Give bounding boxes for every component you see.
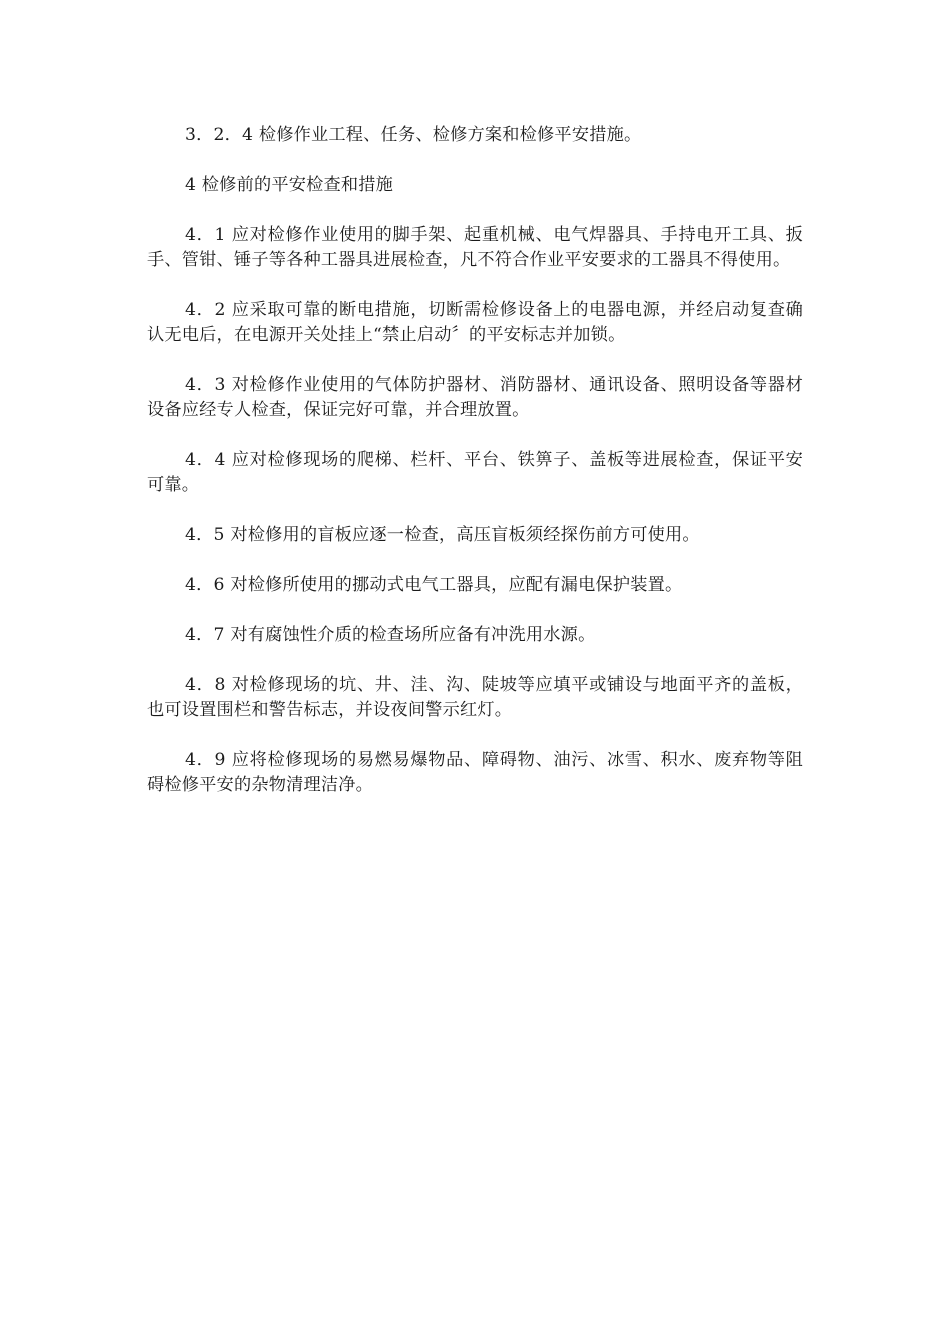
section-heading-4: 4 检修前的平安检查和措施: [185, 175, 394, 195]
paragraph-4-1: 4．1 应对检修作业使用的脚手架、起重机械、电气焊器具、手持电开工具、扳手、管钳、锤子等各种工器具进展检查，凡不符合作业平安要求的工器具不得使用。: [147, 225, 803, 270]
paragraph-4-9: 4．9 应将检修现场的易燃易爆物品、障碍物、油污、冰雪、积水、废弃物等阻碍检修平安的杂物清理洁净。: [147, 750, 803, 795]
paragraph-4-4: 4．4 应对检修现场的爬梯、栏杆、平台、铁箅子、盖板等进展检查，保证平安可靠。: [147, 450, 803, 495]
document-body: [147, 123, 803, 823]
paragraph-4-7: 4．7 对有腐蚀性介质的检查场所应备有冲洗用水源。: [185, 625, 596, 645]
paragraph-4-3: 4．3 对检修作业使用的气体防护器材、消防器材、通讯设备、照明设备等器材设备应经专人检查，保证完好可靠，并合理放置。: [147, 375, 803, 420]
paragraph-4-2: 4．2 应采取可靠的断电措施，切断需检修设备上的电器电源，并经启动复查确认无电后，在电源开关处挂上“禁止启动〞的平安标志并加锁。: [147, 300, 803, 345]
paragraph-3-2-4: 3．2．4 检修作业工程、任务、检修方案和检修平安措施。: [185, 125, 642, 145]
paragraph-4-6: 4．6 对检修所使用的挪动式电气工器具，应配有漏电保护装置。: [185, 575, 683, 595]
paragraph-4-5: 4．5 对检修用的盲板应逐一检查，高压盲板须经探伤前方可使用。: [185, 525, 700, 545]
paragraph-4-8: 4．8 对检修现场的坑、井、洼、沟、陡坡等应填平或铺设与地面平齐的盖板，也可设置围栏和警告标志，并设夜间警示红灯。: [147, 675, 803, 720]
